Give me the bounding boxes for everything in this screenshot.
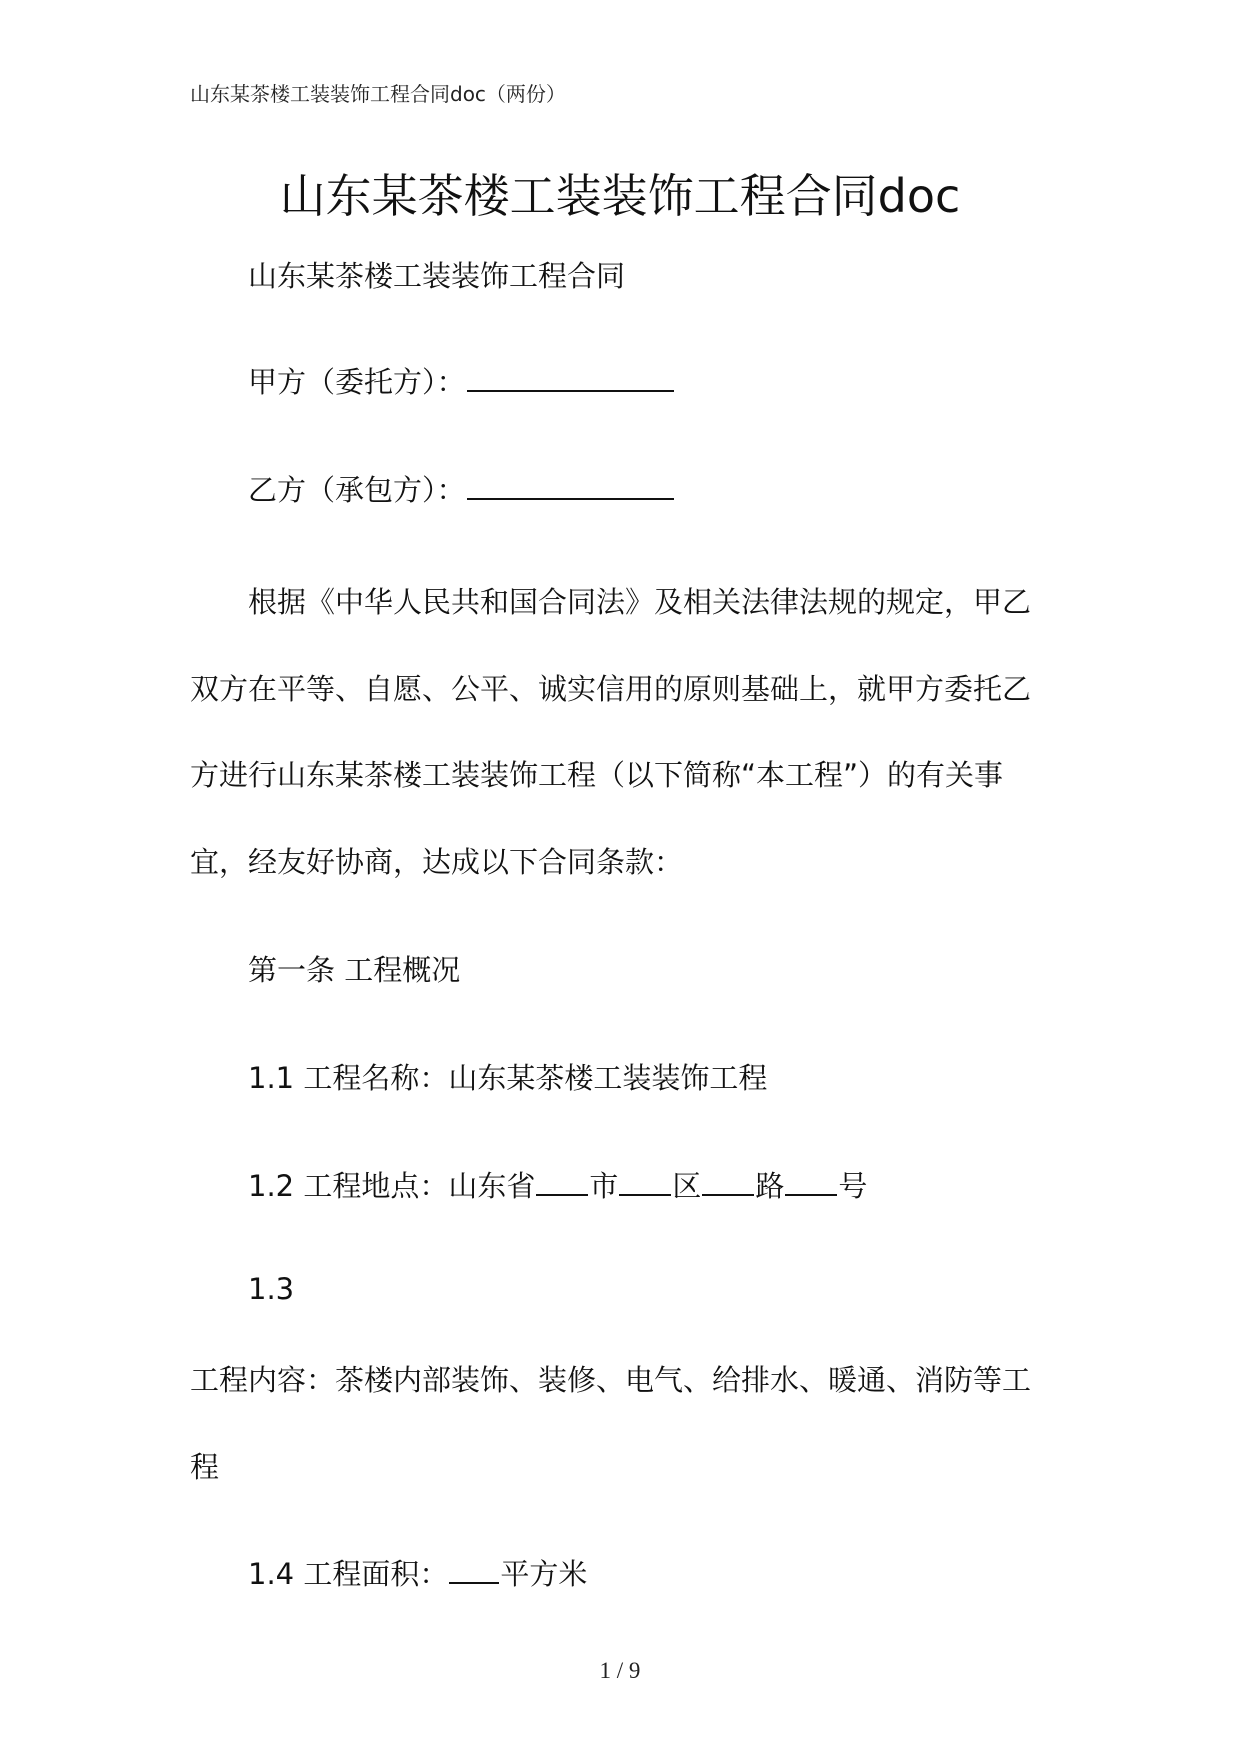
item-1-1: 1.1 工程名称：山东某茶楼工装装饰工程 — [248, 1061, 768, 1095]
district-label: 区 — [672, 1169, 702, 1203]
item-1-3-content-line-1: 工程内容：茶楼内部装饰、装修、电气、给排水、暖通、消防等工 — [190, 1363, 1032, 1397]
area-unit: 平方米 — [500, 1557, 588, 1591]
party-a-label: 甲方（委托方）： — [248, 365, 466, 399]
road-blank — [702, 1164, 754, 1196]
running-header: 山东某茶楼工装装饰工程合同doc（两份） — [190, 82, 566, 106]
item-1-4-prefix: 1.4 工程面积： — [248, 1557, 449, 1591]
area-blank — [449, 1552, 499, 1584]
preamble-line-4: 宜，经友好协商，达成以下合同条款： — [190, 845, 684, 879]
city-label: 市 — [589, 1169, 619, 1203]
document-title: 山东某茶楼工装装饰工程合同doc — [279, 169, 961, 223]
number-blank — [785, 1164, 837, 1196]
number-label: 号 — [838, 1169, 868, 1203]
city-blank — [536, 1164, 588, 1196]
district-blank — [619, 1164, 671, 1196]
party-b-line — [248, 468, 675, 509]
party-b-blank — [467, 468, 674, 500]
party-b-label: 乙方（承包方）： — [248, 473, 466, 507]
party-a-blank — [467, 360, 674, 392]
road-label: 路 — [755, 1169, 785, 1203]
item-1-4 — [248, 1552, 587, 1593]
page-number: 1 / 9 — [599, 1658, 641, 1683]
preamble-line-1: 根据《中华人民共和国合同法》及相关法律法规的规定，甲乙 — [248, 585, 1032, 619]
item-1-2-prefix: 1.2 工程地点：山东省 — [248, 1169, 536, 1203]
item-1-3-content-line-2: 程 — [190, 1450, 220, 1484]
preamble-line-2: 双方在平等、自愿、公平、诚实信用的原则基础上，就甲方委托乙 — [190, 672, 1032, 706]
article-1-heading: 第一条 工程概况 — [248, 953, 461, 987]
contract-subtitle: 山东某茶楼工装装饰工程合同 — [248, 259, 626, 293]
item-1-2 — [248, 1164, 867, 1205]
preamble-line-3: 方进行山东某茶楼工装装饰工程（以下简称“本工程”）的有关事 — [190, 758, 1004, 792]
party-a-line — [248, 360, 675, 401]
item-1-3-number: 1.3 — [248, 1272, 295, 1306]
